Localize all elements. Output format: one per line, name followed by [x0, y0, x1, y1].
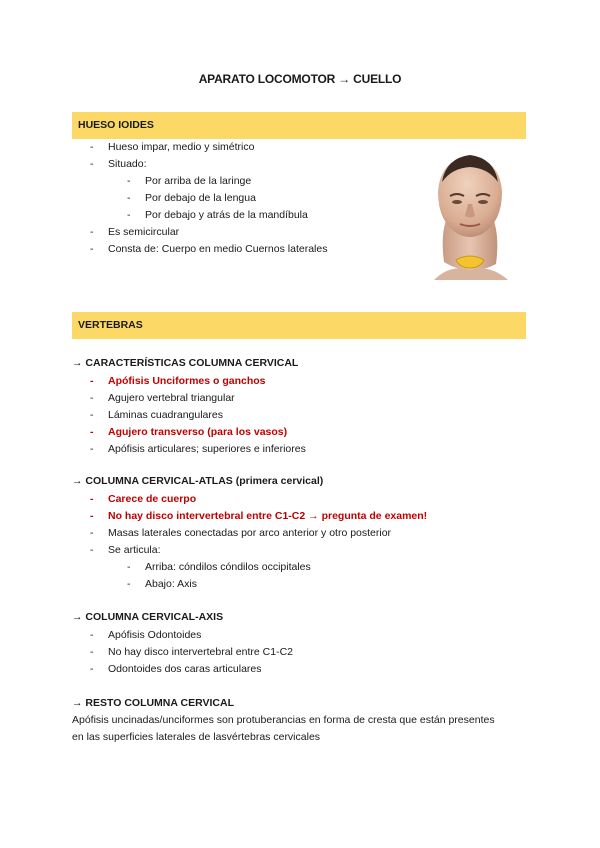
list-item: - Se articula:	[90, 544, 161, 556]
sub-list-item: - Por debajo de la lengua	[127, 192, 256, 204]
subsection-heading-cervical: → CARACTERÍSTICAS COLUMNA CERVICAL	[72, 357, 299, 369]
sub-list-item: - Por debajo y atrás de la mandíbula	[127, 209, 308, 221]
list-item: - Agujero transverso (para los vasos)	[90, 426, 288, 438]
page-title: APARATO LOCOMOTOR → CUELLO	[198, 72, 402, 86]
list-item: - Agujero vertebral triangular	[90, 392, 235, 404]
list-item: - Apófisis articulares; superiores e inferiores	[90, 443, 306, 455]
list-item: - Consta de: Cuerpo en medio Cuernos laterales	[90, 243, 328, 255]
sub-list-item: - Abajo: Axis	[127, 578, 197, 590]
list-item: - No hay disco intervertebral entre C1-C2	[90, 646, 294, 658]
list-item: - Masas laterales conectadas por arco anterior y otro posterior	[90, 527, 392, 539]
paragraph-line: en las superficies laterales de lasvértebras cervicales	[72, 731, 321, 743]
sub-list-item: - Arriba: cóndilos cóndilos occipitales	[127, 561, 311, 573]
section-header-vertebras: VERTEBRAS	[72, 312, 526, 339]
subsection-heading-resto: → RESTO COLUMNA CERVICAL	[72, 697, 234, 709]
list-item: - No hay disco intervertebral entre C1-C2 → pregunta de examen!	[90, 510, 428, 522]
list-item: - Láminas cuadrangulares	[90, 409, 223, 421]
list-item: - Hueso impar, medio y simétrico	[90, 141, 255, 153]
list-item: - Es semicircular	[90, 226, 180, 238]
list-item: - Situado:	[90, 158, 147, 170]
subsection-heading-atlas: → COLUMNA CERVICAL-ATLAS (primera cervical)	[72, 475, 324, 487]
list-item: - Carece de cuerpo	[90, 493, 197, 505]
head-neck-hyoid-illustration	[430, 152, 510, 282]
subsection-heading-axis: → COLUMNA CERVICAL-AXIS	[72, 611, 224, 623]
list-item: - Apófisis Unciformes o ganchos	[90, 375, 266, 387]
sub-list-item: - Por arriba de la laringe	[127, 175, 252, 187]
section-header-hyoid: HUESO IOIDES	[72, 112, 526, 139]
paragraph-line: Apófisis uncinadas/unciformes son protuberancias en forma de cresta que están presentes	[72, 714, 495, 726]
list-item: - Odontoides dos caras articulares	[90, 663, 262, 675]
list-item: - Apófisis Odontoides	[90, 629, 202, 641]
